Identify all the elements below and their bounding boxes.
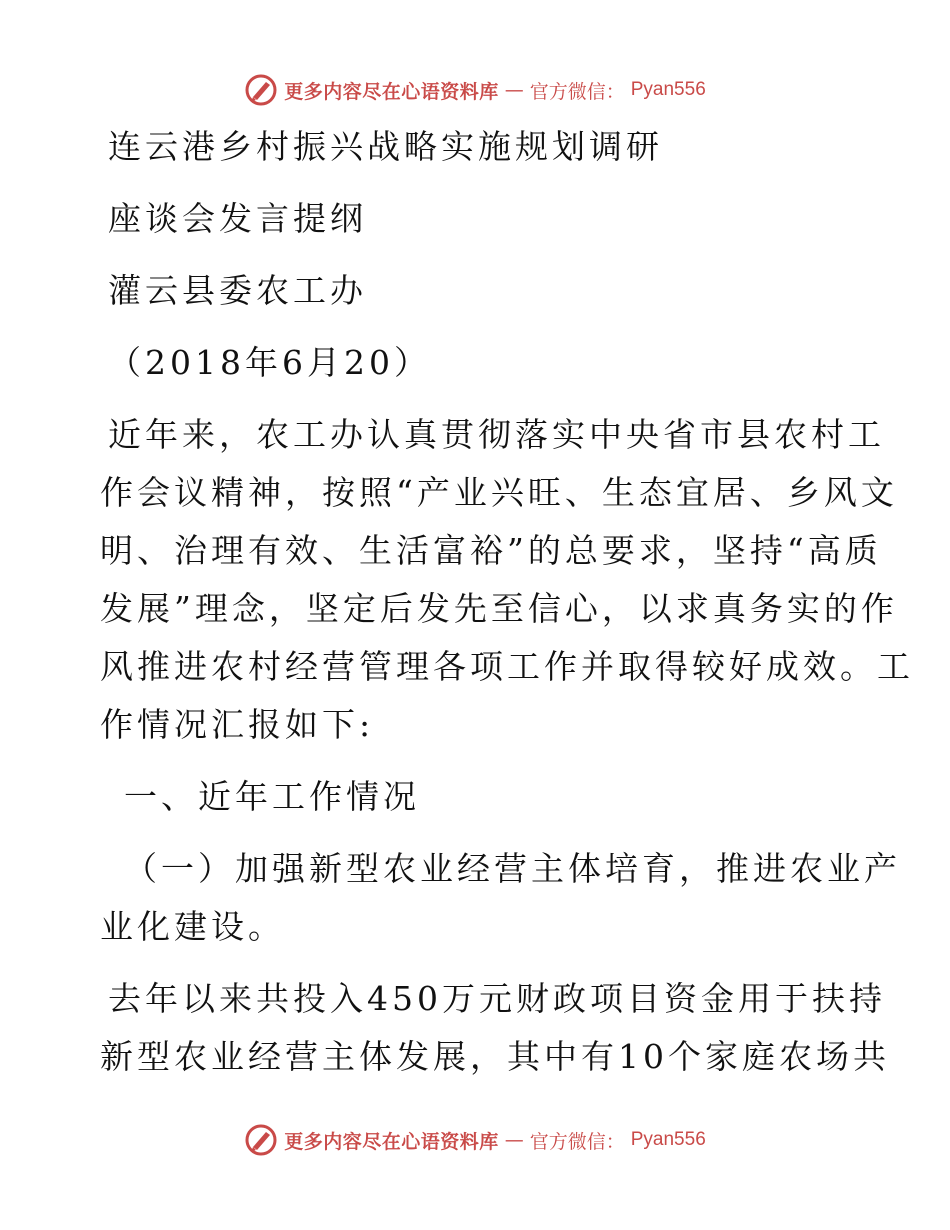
subsection-heading-line: （一）加强新型农业经营主体培育，推进农业产 bbox=[124, 849, 901, 888]
paragraph-line: 明、治理有效、生活富裕”的总要求，坚持“高质 bbox=[100, 531, 882, 570]
subsection-heading-1 bbox=[100, 840, 901, 956]
pen-seal-icon bbox=[244, 73, 278, 107]
paragraph-line: 发展”理念，坚定后发先至信心，以求真务实的作 bbox=[100, 589, 898, 628]
paragraph-line: 作会议精神，按照“产业兴旺、生态宜居、乡风文 bbox=[100, 473, 898, 512]
paragraph-line: 新型农业经营主体发展，其中有10个家庭农场共 bbox=[100, 1037, 890, 1076]
document-organization: 灌云县委农工办 bbox=[108, 271, 367, 310]
watermark-text: 更多内容尽在心语资料库 bbox=[284, 80, 499, 103]
watermark-wechat-id: Pyan556 bbox=[630, 1129, 706, 1150]
paragraph-line: 近年来，农工办认真贯彻落实中央省市县农村工 bbox=[108, 415, 885, 454]
watermark-wechat-id: Pyan556 bbox=[630, 79, 706, 100]
document-date: （2018年6月20） bbox=[108, 343, 431, 382]
intro-paragraph bbox=[100, 406, 914, 754]
document-title-line-2: 座谈会发言提纲 bbox=[108, 199, 367, 238]
watermark-wechat-label: 官方微信： bbox=[529, 80, 625, 103]
paragraph-line: 作情况汇报如下: bbox=[100, 705, 375, 744]
section-heading-1: 一、近年工作情况 bbox=[124, 777, 420, 816]
body-paragraph bbox=[100, 970, 890, 1086]
watermark-header bbox=[0, 70, 950, 110]
document-body bbox=[100, 118, 914, 1086]
watermark-dash: — bbox=[504, 1129, 524, 1151]
watermark-wechat-label: 官方微信： bbox=[529, 1130, 625, 1153]
watermark-dash: — bbox=[504, 79, 524, 101]
watermark-footer bbox=[0, 1120, 950, 1160]
paragraph-line: 去年以来共投入450万元财政项目资金用于扶持 bbox=[108, 979, 886, 1018]
document-title-line-1: 连云港乡村振兴战略实施规划调研 bbox=[108, 127, 663, 166]
paragraph-line: 风推进农村经营管理各项工作并取得较好成效。工 bbox=[100, 647, 914, 686]
pen-seal-icon bbox=[244, 1123, 278, 1157]
watermark-text: 更多内容尽在心语资料库 bbox=[284, 1130, 499, 1153]
subsection-heading-line: 业化建设。 bbox=[100, 907, 285, 946]
